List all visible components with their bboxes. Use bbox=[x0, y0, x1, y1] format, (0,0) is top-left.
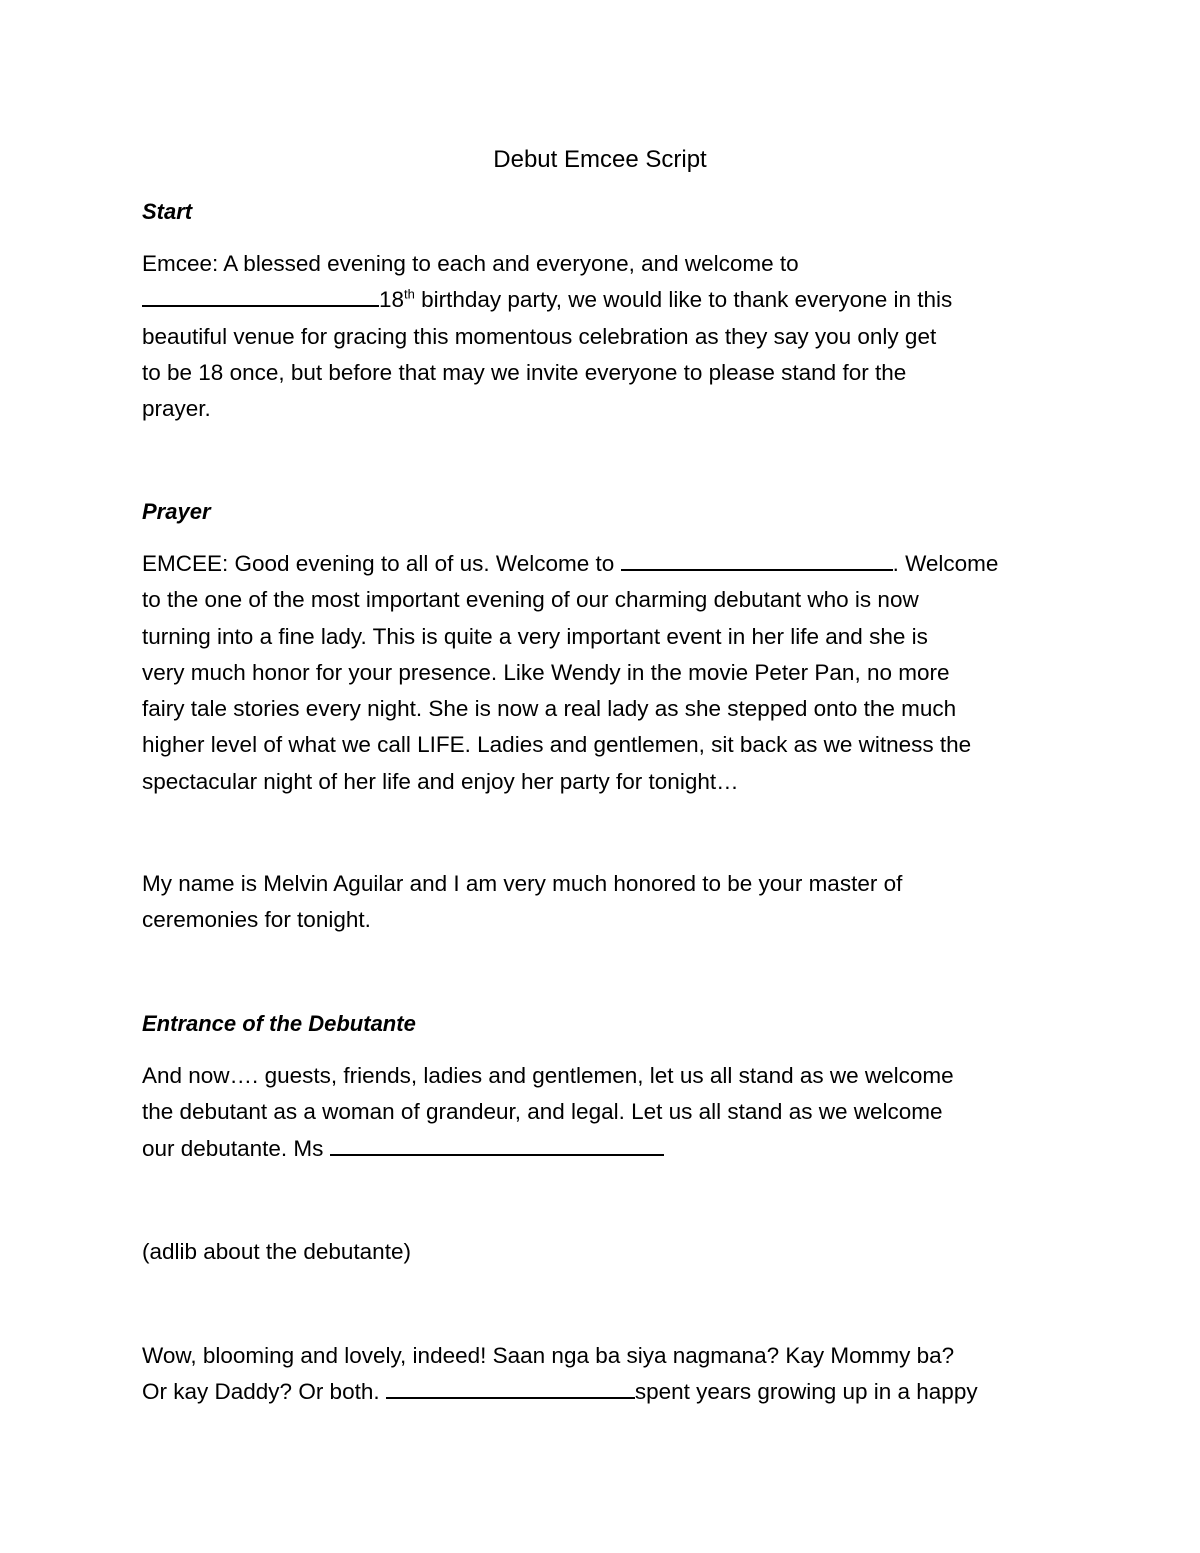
text-line bbox=[142, 546, 1062, 582]
wow-paragraph bbox=[142, 1338, 1062, 1411]
section-heading-start: Start bbox=[142, 199, 193, 224]
prayer-paragraph bbox=[142, 546, 1062, 800]
ordinal-number: 18 bbox=[379, 287, 405, 313]
fill-in-blank bbox=[330, 1134, 664, 1156]
text-line: higher level of what we call LIFE. Ladies and gentlemen, sit back as we witness the bbox=[142, 732, 972, 758]
line-text: EMCEE: Good evening to all of us. Welcome to bbox=[142, 551, 621, 576]
text-line: turning into a fine lady. This is quite a very important event in her life and she is bbox=[142, 623, 928, 649]
line-text: . Welcome bbox=[892, 551, 999, 576]
line-text: our debutante. Ms bbox=[142, 1135, 330, 1161]
fill-in-blank bbox=[142, 285, 379, 307]
entrance-paragraph bbox=[142, 1058, 1062, 1167]
text-line: to be 18 once, but before that may we invite everyone to please stand for the bbox=[142, 359, 907, 385]
start-paragraph bbox=[142, 246, 1062, 427]
ordinal-suffix: th bbox=[404, 286, 415, 302]
line-text: birthday party, we would like to thank everyone in this bbox=[414, 287, 953, 313]
text-line: very much honor for your presence. Like Wendy in the movie Peter Pan, no more bbox=[142, 659, 950, 685]
section-heading-entrance: Entrance of the Debutante bbox=[142, 1011, 416, 1036]
fill-in-blank bbox=[621, 549, 893, 571]
text-line bbox=[142, 282, 1062, 318]
document-title: Debut Emcee Script bbox=[493, 146, 707, 173]
fill-in-blank bbox=[386, 1377, 635, 1399]
line-text: Or kay Daddy? Or both. bbox=[142, 1379, 386, 1405]
text-line bbox=[142, 1374, 1062, 1410]
introduction-paragraph bbox=[142, 866, 1062, 939]
text-line: to the one of the most important evening of our charming debutant who is now bbox=[142, 587, 919, 613]
adlib-note bbox=[142, 1234, 1062, 1270]
text-line: (adlib about the debutante) bbox=[142, 1239, 411, 1264]
text-line: Wow, blooming and lovely, indeed! Saan nga ba siya nagmana? Kay Mommy ba? bbox=[142, 1343, 955, 1368]
text-line bbox=[142, 1131, 1062, 1167]
section-heading-prayer: Prayer bbox=[142, 499, 211, 524]
text-line: spectacular night of her life and enjoy her party for tonight… bbox=[142, 768, 739, 794]
text-line: My name is Melvin Aguilar and I am very much honored to be your master of bbox=[142, 871, 903, 896]
text-line: prayer. bbox=[142, 396, 211, 422]
text-line: fairy tale stories every night. She is now a real lady as she stepped onto the much bbox=[142, 696, 957, 722]
text-line: And now…. guests, friends, ladies and gentlemen, let us all stand as we welcome bbox=[142, 1063, 954, 1088]
text-line: Emcee: A blessed evening to each and everyone, and welcome to bbox=[142, 251, 799, 276]
line-text: spent years growing up in a happy bbox=[634, 1379, 978, 1405]
text-line: beautiful venue for gracing this momentous celebration as they say you only get bbox=[142, 323, 937, 349]
text-line: the debutant as a woman of grandeur, and legal. Let us all stand as we welcome bbox=[142, 1099, 943, 1125]
text-line: ceremonies for tonight. bbox=[142, 907, 371, 933]
